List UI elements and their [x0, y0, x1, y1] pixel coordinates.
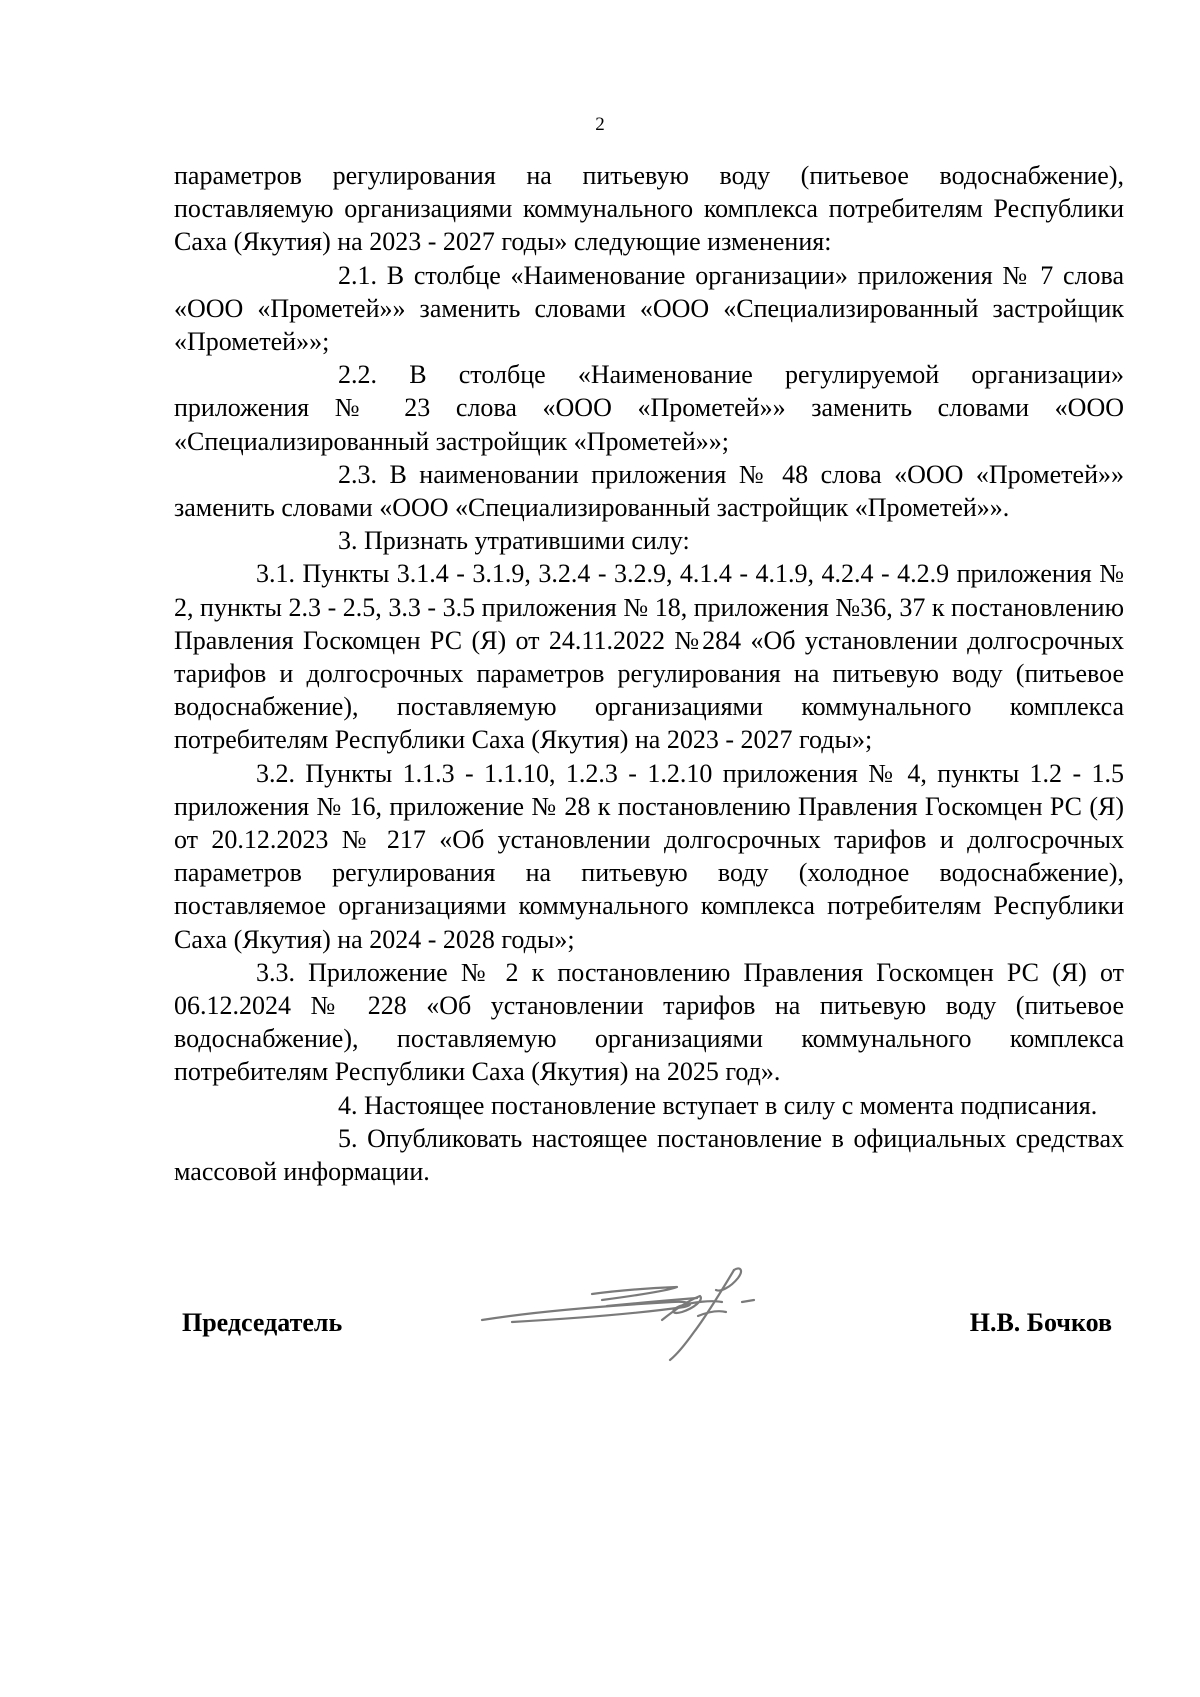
paragraph-5 — [174, 1122, 1124, 1188]
paragraph-number: 3. — [338, 526, 358, 556]
paragraph-3-2 — [174, 757, 1124, 956]
paragraph-text: Признать утратившими силу: — [364, 526, 690, 556]
paragraph-text: параметров регулирования на питьевую воду (питьевое водоснабжение), поставляемую организациями коммунального комплекса потребителям Республики Саха (Якутия) на 2023 - 2027 годы» следующие изменения: — [174, 161, 1124, 257]
handwritten-signature — [472, 1260, 782, 1370]
paragraph-number: 4. — [338, 1090, 358, 1120]
signature-block — [182, 1260, 1112, 1370]
paragraph-2-1 — [174, 259, 1124, 359]
paragraph-4 — [174, 1089, 1124, 1122]
page-number: 2 — [595, 114, 605, 135]
paragraph-text: Настоящее постановление вступает в силу с момента подписания. — [364, 1090, 1098, 1120]
paragraph-number: 2.2. — [338, 360, 377, 390]
paragraph-text: В столбце «Наименование регулируемой организации» приложения № 23 слова «ООО «Прометей»» заменить словами «ООО «Специализированный застройщик «Прометей»»; — [174, 360, 1125, 456]
signatory-name: Н.В. Бочков — [969, 1308, 1112, 1337]
paragraph-2-3 — [174, 458, 1124, 524]
paragraph-text: В столбце «Наименование организации» приложения № 7 слова «ООО «Прометей»» заменить словами «ООО «Специализированный застройщик «Прометей»»; — [174, 260, 1124, 357]
paragraph-text: Опубликовать настоящее постановление в официальных средствах массовой информации. — [174, 1123, 1124, 1187]
paragraph-text: 3.3. Приложение № 2 к постановлению Правления Госкомцен РС (Я) от 06.12.2024 № 228 «Об установлении тарифов на питьевую воду (питьевое водоснабжение), поставляемую организациями коммунального комплекса потребителям Республики Саха (Якутия) на 2025 год». — [174, 957, 1124, 1087]
signatory-title: Председатель — [182, 1308, 343, 1337]
paragraph-text: 3.1. Пункты 3.1.4 - 3.1.9, 3.2.4 - 3.2.9, 4.1.4 - 4.1.9, 4.2.4 - 4.2.9 приложения № 2, пункты 2.3 - 2.5, 3.3 - 3.5 приложения № 18, приложения №36, 37 к постановлению Правления Госкомцен РС (Я) от 24.11.2022 №284 «Об установлении долгосрочных тарифов и долгосрочных параметров регулирования на питьевую воду (питьевое водоснабжение), поставляемую организациями коммунального комплекса потребителям Республики Саха (Якутия) на 2023 - 2027 годы»; — [174, 559, 1124, 755]
paragraph-text: 3.2. Пункты 1.1.3 - 1.1.10, 1.2.3 - 1.2.10 приложения № 4, пункты 1.2 - 1.5 приложения № 16, приложение № 28 к постановлению Правления Госкомцен РС (Я) от 20.12.2023 № 217 «Об установлении долгосрочных тарифов и долгосрочных параметров регулирования на питьевую воду (холодное водоснабжение), поставляемое организациями коммунального комплекса потребителям Республики Саха (Якутия) на 2024 - 2028 годы»; — [174, 758, 1124, 954]
document-body — [174, 159, 1124, 1188]
paragraph-3-3 — [174, 956, 1124, 1089]
paragraph-number: 2.1. — [338, 260, 377, 290]
paragraph-intro — [174, 159, 1124, 259]
paragraph-3 — [174, 524, 1124, 557]
paragraph-number: 2.3. — [338, 459, 377, 489]
paragraph-text: В наименовании приложения № 48 слова «ООО «Прометей»» заменить словами «ООО «Специализированный застройщик «Прометей»». — [174, 459, 1124, 523]
paragraph-number: 5. — [338, 1123, 358, 1153]
paragraph-2-2 — [174, 358, 1124, 458]
paragraph-3-1 — [174, 557, 1124, 756]
